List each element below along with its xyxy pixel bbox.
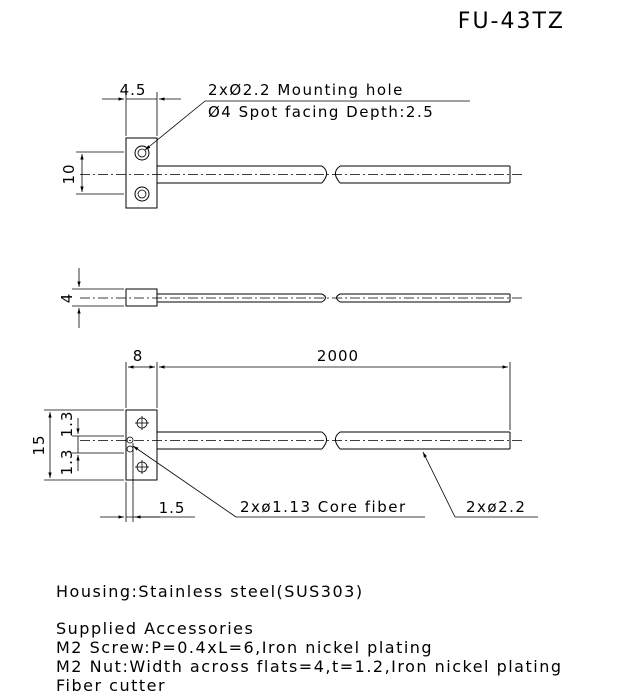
core-offset-dim: 1.5: [158, 499, 186, 517]
top-view-housing: [126, 138, 157, 208]
front-view-housing: [126, 410, 157, 480]
accessories-title: Supplied Accessories: [56, 619, 255, 638]
core-fiber-callout: 2xø1.13 Core fiber: [240, 498, 407, 516]
accessory-nut: M2 Nut:Width across flats=4,t=1.2,Iron nickel plating: [56, 657, 563, 676]
mounting-hole-callout: 2xØ2.2 Mounting hole: [208, 81, 404, 99]
front-height-dim: 15: [30, 434, 48, 456]
accessory-cutter: Fiber cutter: [56, 676, 167, 695]
housing-material: Housing:Stainless steel(SUS303): [56, 582, 364, 601]
front-width-dim: 8: [132, 347, 144, 365]
front-view: [30, 347, 538, 522]
fiber-length-dim: 2000: [316, 347, 360, 365]
mounting-hole-bottom: [135, 187, 149, 201]
side-view: [58, 268, 525, 328]
top-view-fiber: [80, 166, 525, 183]
model-title: FU-43TZ: [457, 9, 565, 34]
front-hole-bottom: [135, 460, 149, 474]
top-view: [60, 81, 525, 208]
core-fiber-ends: [127, 437, 133, 452]
upper-offset-dim: 1.3: [58, 410, 76, 438]
top-width-dim: 4.5: [119, 81, 147, 99]
side-view-housing: [126, 289, 157, 306]
side-thickness-dim: 4: [58, 292, 76, 304]
top-height-dim: 10: [60, 163, 78, 185]
spot-facing-callout: Ø4 Spot facing Depth:2.5: [208, 103, 435, 121]
fiber-diameter-callout: 2xø2.2: [466, 498, 527, 516]
side-view-fiber: [80, 294, 525, 302]
front-hole-top: [135, 416, 149, 430]
lower-offset-dim: 1.3: [58, 448, 76, 476]
front-view-fiber: [80, 432, 525, 449]
accessory-screw: M2 Screw:P=0.4xL=6,Iron nickel plating: [56, 638, 434, 657]
